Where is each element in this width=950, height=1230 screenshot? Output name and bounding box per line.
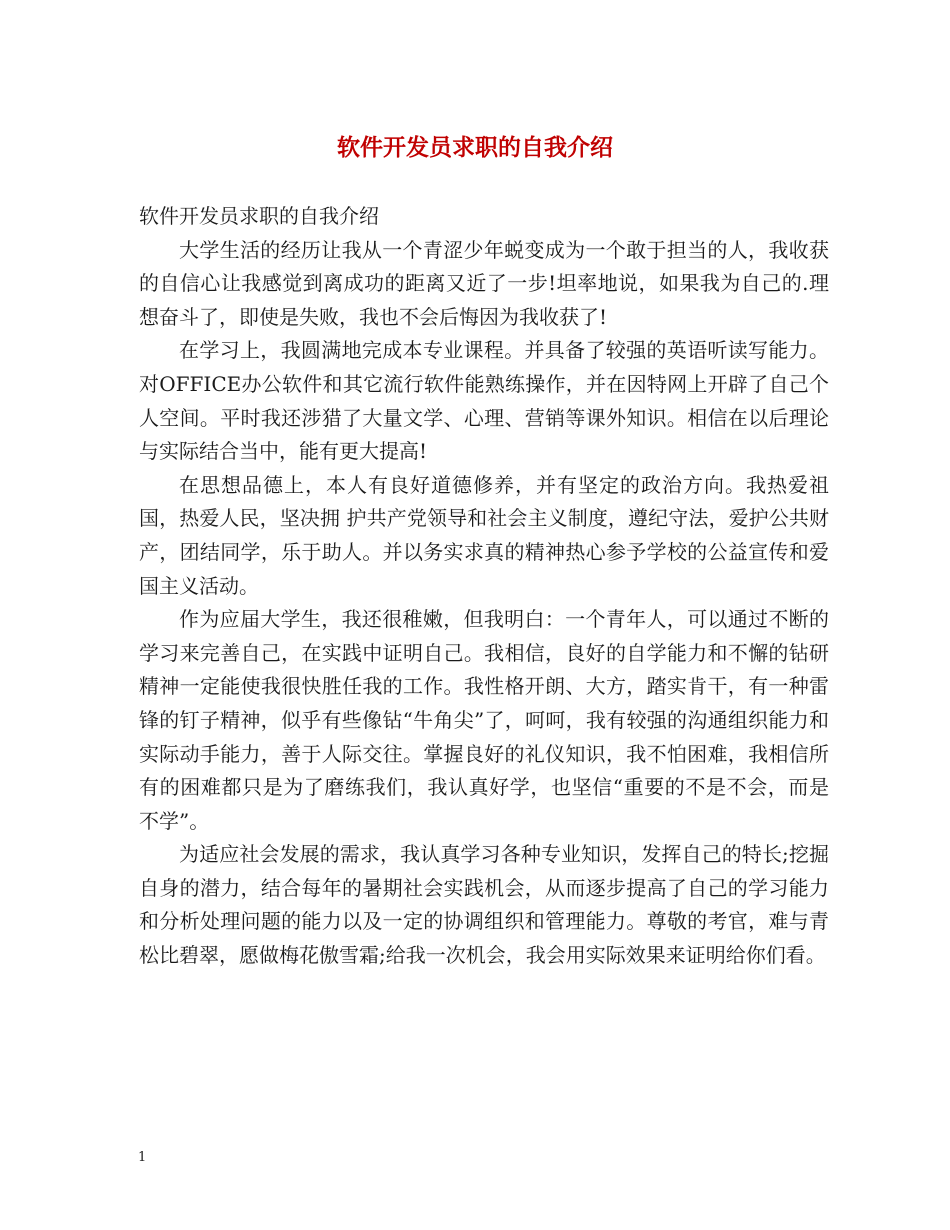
paragraph-personality: 作为应届大学生，我还很稚嫩，但我明白：一个青年人，可以通过不断的学习来完善自己，在实践中证明自己。我相信，良好的自学能力和不懈的钻研精神一定能使我很快胜任我的工作。我性格开朗、大方，踏实肯干，有一种雷锋的钉子精神，似乎有些像钻“牛角尖”了，呵呵，我有较强的沟通组织能力和实际动手能力，善于人际交往。掌握良好的礼仪知识，我不怕困难，我相信所有的困难都只是为了磨练我们，我认真好学，也坚信“重要的不是不会，而是不学”。	[139, 607, 829, 833]
paragraph-morality: 在思想品德上，本人有良好道德修养，并有坚定的政治方向。我热爱祖国，热爱人民，坚决拥 护共产党领导和社会主义制度，遵纪守法，爱护公共财产，团结同学，乐于助人。并以务实求真的精神热心参予学校的公益宣传和爱国主义活动。	[139, 472, 829, 598]
paragraph-study: 在学习上，我圆满地完成本专业课程。并具备了较强的英语听读写能力。对OFFICE办公软件和其它流行软件能熟练操作，并在因特网上开辟了自己个人空间。平时我还涉猎了大量文学、心理、营销等课外知识。相信在以后理论与实际结合当中，能有更大提高!	[139, 338, 829, 464]
document-title: 软件开发员求职的自我介绍	[337, 134, 613, 161]
paragraph-intro: 大学生活的经历让我从一个青涩少年蜕变成为一个敢于担当的人，我收获的自信心让我感觉到离成功的距离又近了一步!坦率地说，如果我为自己的.理想奋斗了，即使是失败，我也不会后悔因为我收获了!	[139, 237, 829, 329]
paragraph-closing: 为适应社会发展的需求，我认真学习各种专业知识，发挥自己的特长;挖掘自身的潜力，结合每年的暑期社会实践机会，从而逐步提高了自己的学习能力和分析处理问题的能力以及一定的协调组织和管理能力。尊敬的考官，难与青松比碧翠，愿做梅花傲雪霜;给我一次机会，我会用实际效果来证明给你们看。	[139, 842, 829, 968]
document-body	[139, 200, 829, 973]
page-number: 1	[138, 1150, 147, 1165]
document-subtitle: 软件开发员求职的自我介绍	[139, 204, 379, 228]
